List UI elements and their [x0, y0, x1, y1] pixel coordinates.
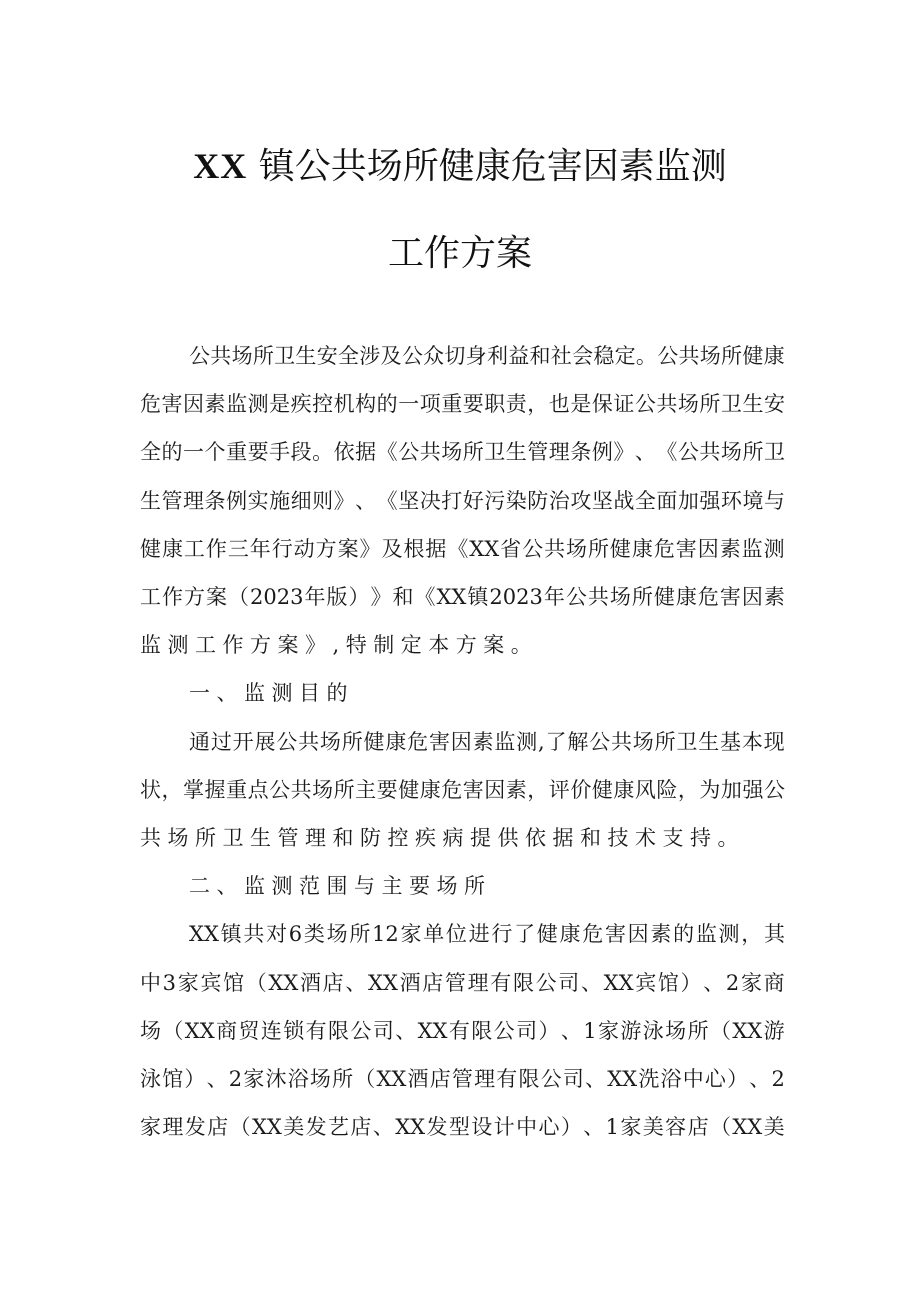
document-title-line-2: 工作方案	[387, 233, 532, 274]
body-line: 通 过 开 展 公 共 场 所 健 康 危 害 因 素 监 测 , 了 解 公 共 场 所 卫 生 基 本 现	[189, 729, 785, 754]
title-rest: 镇公共场所健康危害因素监测	[258, 146, 727, 187]
body-line: 监 测 工 作 方 案 》 , 特 制 定 本 方 案 。	[140, 633, 532, 658]
body-line: 泳 馆 ） 、 2 家 沐 浴 场 所 （ XX 酒 店 管 理 有 限 公 司 、 XX 洗 浴 中 心 ） 、 2	[140, 1067, 785, 1091]
body-line: XX 镇 共 对 6 类 场 所 12 家 单 位 进 行 了 健 康 危 害 因 素 的 监 测 ， 其	[189, 922, 785, 947]
body-line: 公 共 场 所 卫 生 安 全 涉 及 公 众 切 身 利 益 和 社 会 稳 定 。 公 共 场 所 健 康	[189, 344, 785, 368]
body-line: 场 （ XX 商 贸 连 锁 有 限 公 司 、 XX 有 限 公 司 ） 、 1 家 游 泳 场 所 （ XX 游	[140, 1018, 785, 1043]
body-line: 家 理 发 店 （ XX 美 发 艺 店 、 XX 发 型 设 计 中 心 ） 、 1 家 美 容 店 （ XX 美	[140, 1115, 785, 1140]
body-line: 中 3 家 宾 馆 （ XX 酒 店 、 XX 酒 店 管 理 有 限 公 司 、 XX 宾 馆 ） 、 2 家 商	[140, 970, 785, 995]
title-prefix: XX	[193, 146, 248, 186]
body-line: 全 的 一 个 重 要 手 段 。 依 据 《 公 共 场 所 卫 生 管 理 条 例 》 、 《 公 共 场 所 卫	[140, 440, 785, 465]
body-line: 健 康 工 作 三 年 行 动 方 案 》 及 根 据 《 XX 省 公 共 场 所 健 康 危 害 因 素 监 测	[140, 536, 785, 561]
body-line: 状 ， 掌 握 重 点 公 共 场 所 主 要 健 康 危 害 因 素 ， 评 价 健 康 风 险 ， 为 加 强 公	[140, 777, 785, 802]
body-line: 一 、 监 测 目 的	[189, 681, 348, 706]
body-line: 生 管 理 条 例 实 施 细 则 》 、 《 坚 决 打 好 污 染 防 治 攻 坚 战 全 面 加 强 环 境 与	[140, 488, 785, 513]
document-title-line-1	[0, 138, 920, 189]
body-line: 共 场 所 卫 生 管 理 和 防 控 疾 病 提 供 依 据 和 技 术 支 持 。	[140, 826, 739, 850]
body-line: 危 害 因 素 监 测 是 疾 控 机 构 的 一 项 重 要 职 责 ， 也 是 保 证 公 共 场 所 卫 生 安	[140, 392, 785, 417]
body-line: 工 作 方 案 （ 2023 年 版 ） 》 和 《 XX 镇 2023 年 公 共 场 所 健 康 危 害 因 素	[140, 585, 785, 609]
body-line: 二 、 监 测 范 围 与 主 要 场 所	[189, 874, 485, 899]
